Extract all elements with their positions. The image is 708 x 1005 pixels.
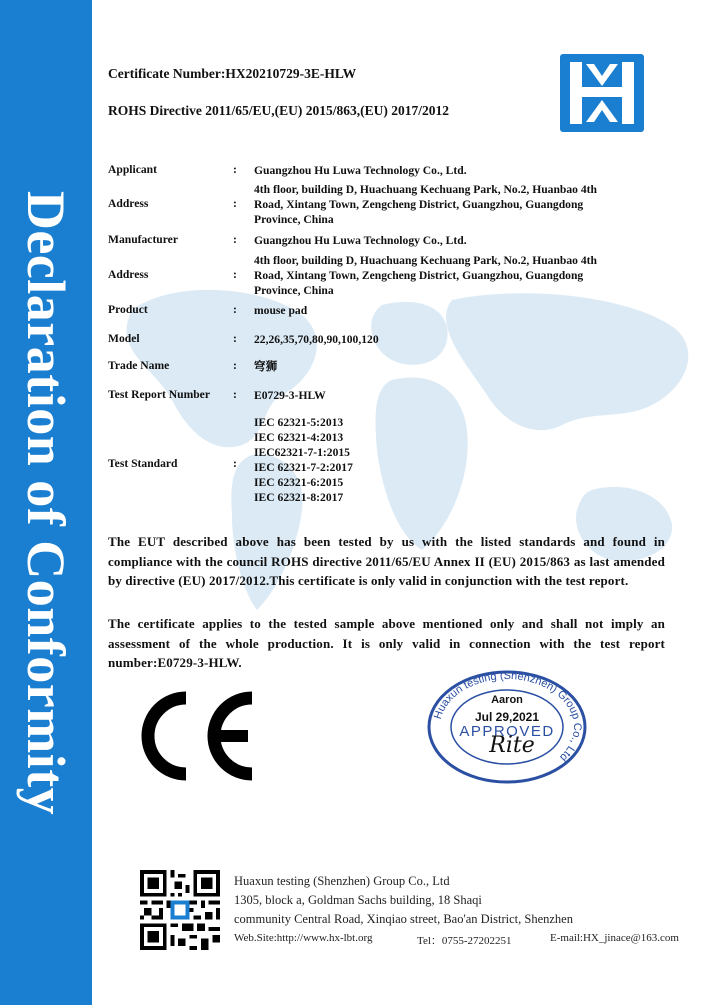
applicant-address-value: 4th floor, building D, Huachuang Kechuang Park, No.2, Huanbao 4th Road, Xintang Town, Zengcheng District, Guangzhou, Guangdong Province, China [254,183,597,226]
colon: : [233,359,237,372]
manufacturer-value: Guangzhou Hu Luwa Technology Co., Ltd. [254,234,467,247]
standard-item: IEC 62321-4:2013 [254,431,344,444]
standard-item: IEC 62321-7-2:2017 [254,461,353,474]
colon: : [233,332,237,345]
model-value: 22,26,35,70,80,90,100,120 [254,333,379,346]
test-report-number-value: E0729-3-HLW [254,389,326,402]
approval-stamp [426,670,588,784]
hx-logo-icon [558,52,646,134]
footer-website: Web.Site:http://www.hx-lbt.org [234,932,373,944]
product-value: mouse pad [254,304,308,317]
applicant-address-label: Address [108,197,149,210]
colon: : [233,233,237,246]
certificate-number: Certificate Number:HX20210729-3E-HLW [108,66,357,81]
standard-item: IEC 62321-6:2015 [254,476,344,489]
compliance-paragraph: The EUT described above has been tested by us with the listed standards and found in compliance with the council ROHS directive 2011/65/EU Annex II (EU) 2015/863 as last amended by directive (EU) 2017/2012.This certificate is only valid in conjunction with the test report. [108,534,665,588]
colon: : [233,268,237,281]
scope-paragraph: The certificate applies to the tested sample above mentioned only and shall not imply an assessment of the whole production. It is only valid in connection with the test report number:E0729-3-HLW. [108,616,665,670]
test-report-number-label: Test Report Number [108,388,210,401]
applicant-label: Applicant [108,163,157,176]
stamp-date: Jul 29,2021 [474,710,540,724]
applicant-value: Guangzhou Hu Luwa Technology Co., Ltd. [254,164,467,177]
footer-address-line2: community Central Road, Xinqiao street, Bao'an District, Shenzhen [234,912,573,926]
test-standard-value [254,415,634,505]
standard-item: IEC 62321-5:2013 [254,416,344,429]
stamp-approved: APPROVED [459,723,555,740]
footer-email: E-mail:HX_jinace@163.com [550,932,679,944]
trade-name-value: 穹狮 [254,360,278,373]
colon: : [233,163,237,176]
colon: : [233,197,237,210]
qr-code-icon [140,870,220,950]
stamp-ring-text: Huaxun testing (Shenzhen) Group Co., Ltd [431,670,584,764]
stamp-signature: Rite [489,733,535,758]
footer-company: Huaxun testing (Shenzhen) Group Co., Ltd [234,874,450,888]
colon: : [233,388,237,401]
colon: : [233,457,237,470]
footer-tel: Tel：0755-27202251 [417,935,512,947]
colon: : [233,303,237,316]
test-standard-label: Test Standard [108,457,178,470]
standard-item: IEC62321-7-1:2015 [254,446,350,459]
footer-address-line1: 1305, block a, Goldman Sachs building, 18 Shaqi [234,893,482,907]
model-label: Model [108,332,140,345]
sidebar-title: Declaration of Conformity [16,190,77,815]
ce-mark-icon [140,690,270,782]
manufacturer-label: Manufacturer [108,233,178,246]
trade-name-label: Trade Name [108,359,170,372]
directive-line: ROHS Directive 2011/65/EU,(EU) 2015/863,(EU) 2017/2012 [108,103,449,118]
product-label: Product [108,303,148,316]
stamp-name: Aaron [491,694,523,706]
sidebar-title-wrap [0,0,92,1005]
manufacturer-address-label: Address [108,268,149,281]
manufacturer-address-value: 4th floor, building D, Huachuang Kechuang Park, No.2, Huanbao 4th Road, Xintang Town, Zengcheng District, Guangzhou, Guangdong Province, China [254,254,597,297]
standard-item: IEC 62321-8:2017 [254,491,344,504]
